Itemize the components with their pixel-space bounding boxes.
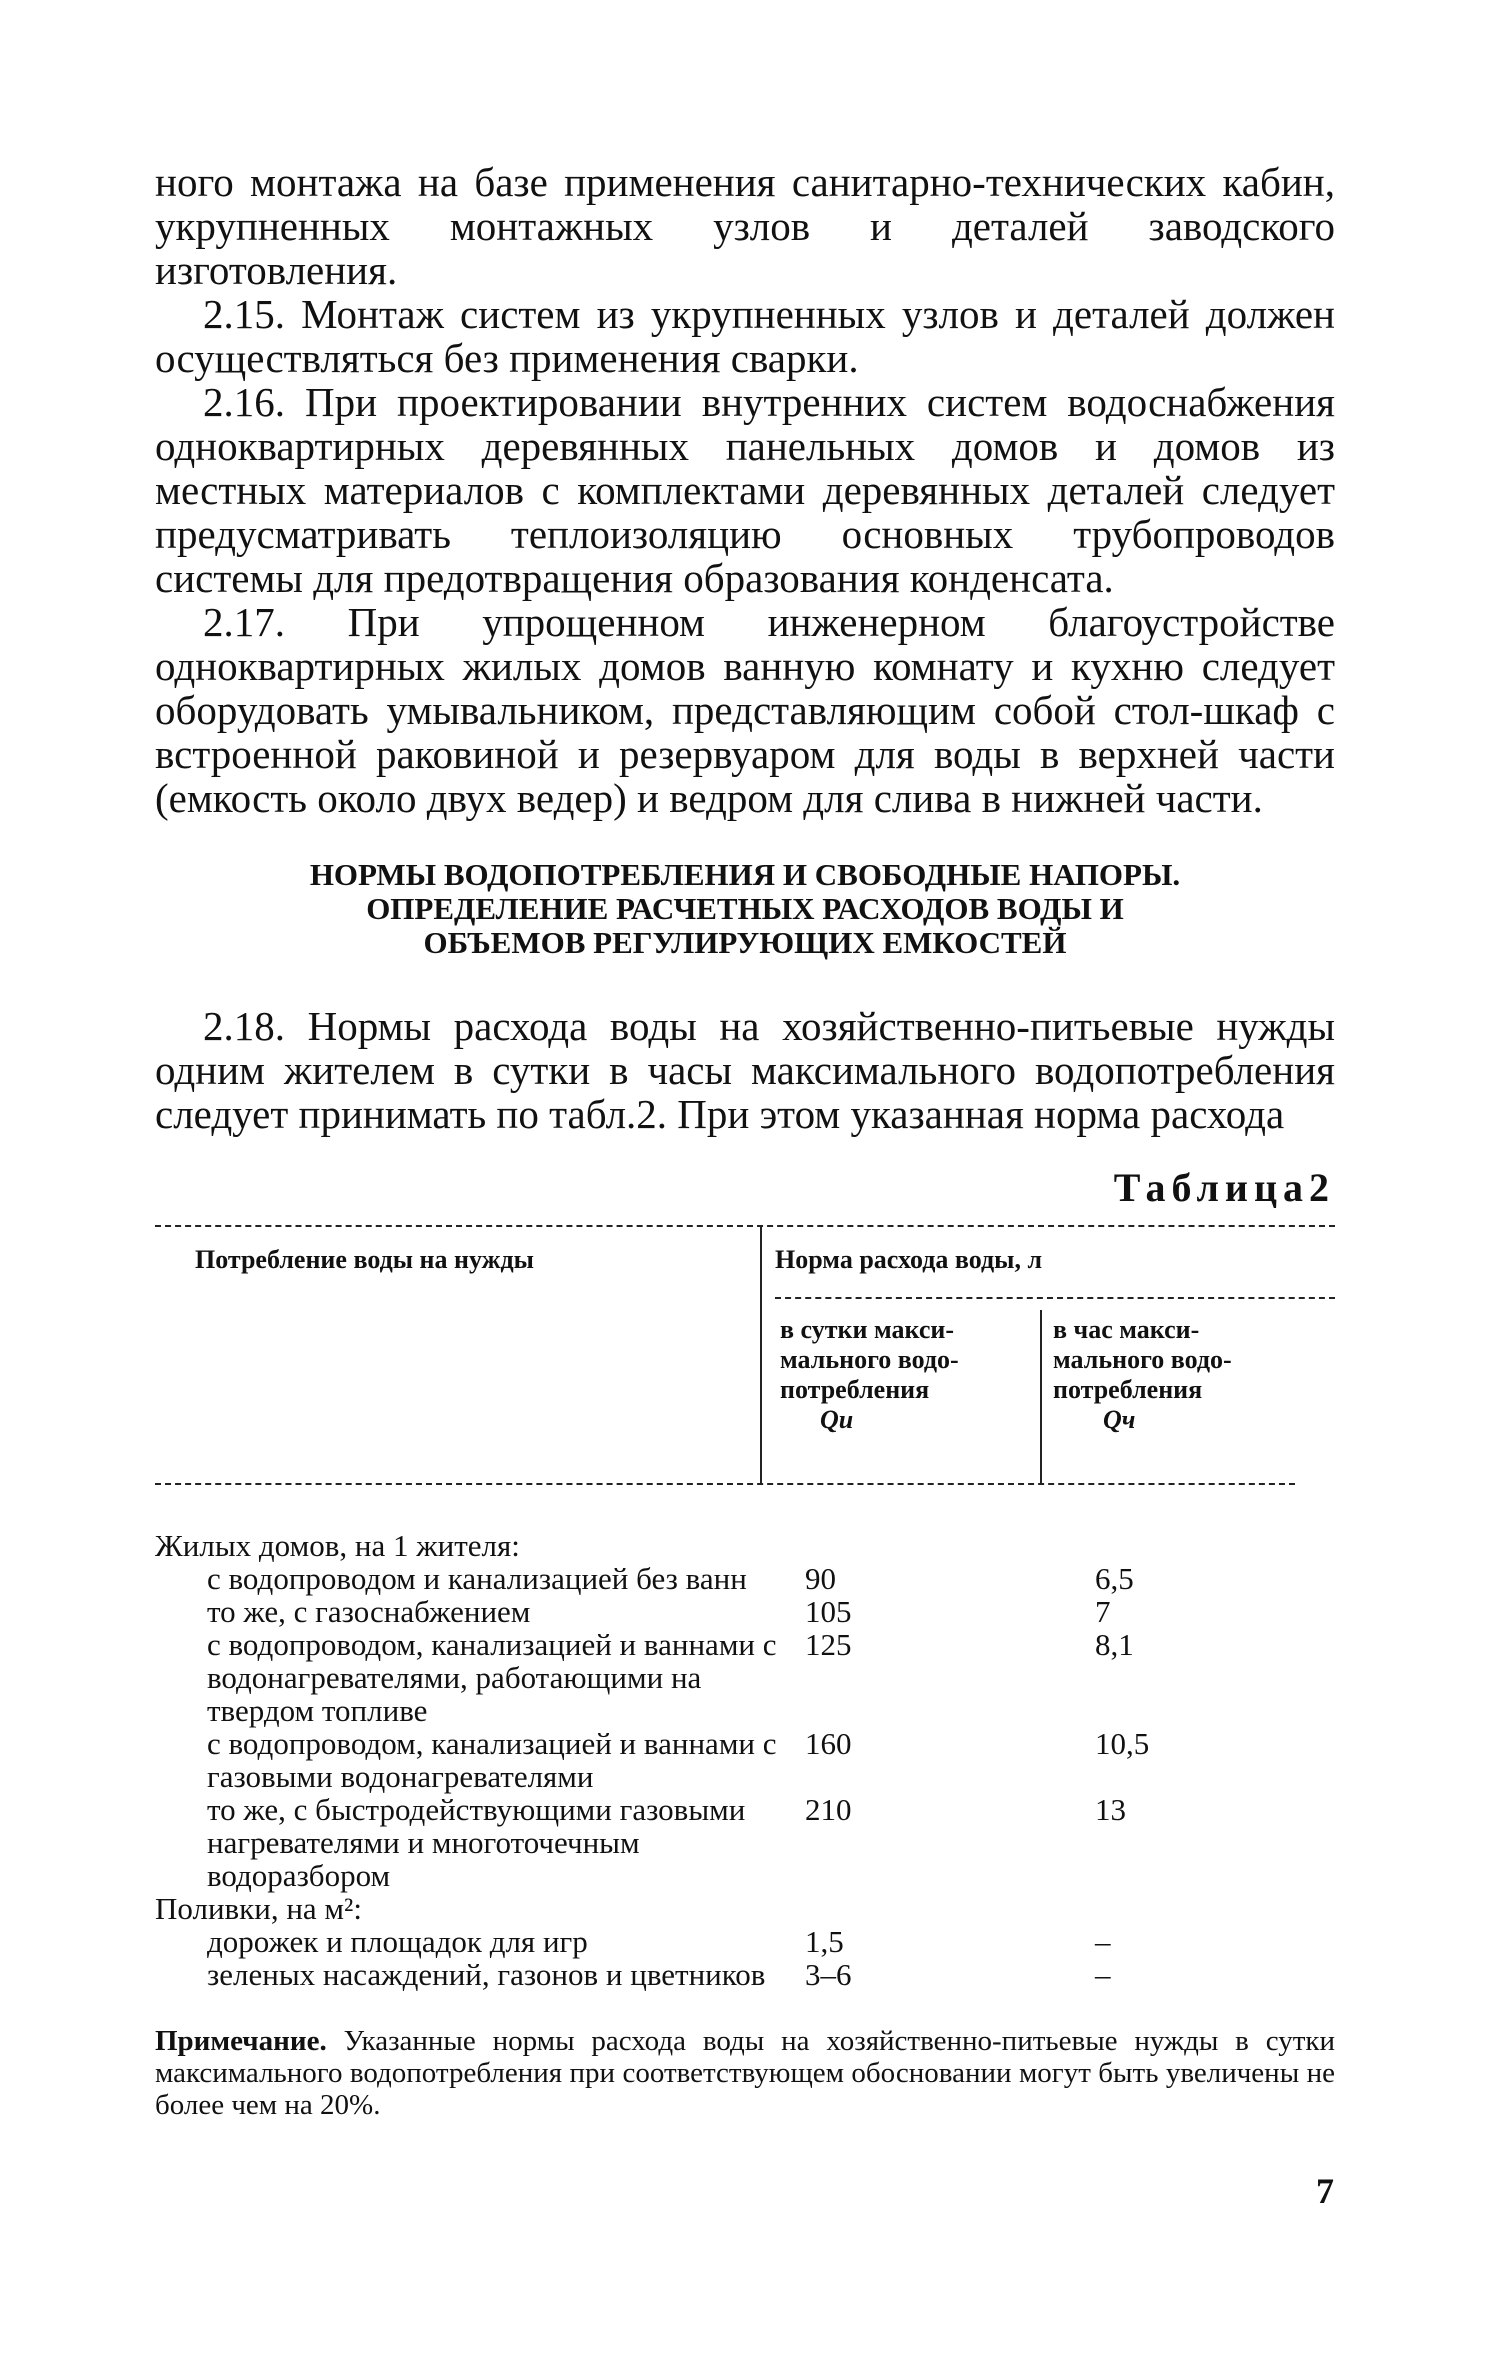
row-hourly-value	[1095, 1892, 1335, 1925]
table-title: Таблица2	[1113, 1165, 1335, 1210]
table-row	[155, 1925, 1335, 1958]
table-row	[155, 1529, 1335, 1562]
row-hourly-value: 8,1	[1095, 1627, 1134, 1662]
row-label: Жилых домов, на 1 жителя:	[155, 1528, 520, 1563]
column-header-hourly	[1053, 1315, 1232, 1435]
row-label: с водопроводом и канализацией без ванн	[207, 1561, 747, 1596]
row-label: Поливки, на м²:	[155, 1891, 362, 1926]
paragraph-continuation: ного монтажа на базе применения санитарно-технических кабин, укрупненных монтажных узлов и деталей заводского изготовления.	[155, 159, 1335, 293]
paragraph-2-16: 2.16. При проектировании внутренних систем водоснабжения одноквартирных деревянных панельных домов и домов из местных материалов с комплектами деревянных деталей следует предусматривать теплоизоляцию основных трубопроводов системы для предотвращения образования конденсата.	[155, 379, 1335, 601]
row-daily-value	[805, 1892, 1095, 1925]
table-body	[155, 1529, 1335, 1991]
row-hourly-value: 7	[1095, 1594, 1111, 1629]
page-number: 7	[1316, 2171, 1334, 2211]
row-label: то же, с быстродействующими газовыми нагревателями и многоточечным водоразбором	[207, 1792, 746, 1893]
paragraph-2-17: 2.17. При упрощенном инженерном благоустройстве одноквартирных жилых домов ванную комнату и кухню следует оборудовать умывальником, представляющим собой стол-шкаф с встроенной раковиной и резервуаром для воды в верхней части (емкость около двух ведер) и ведром для слива в нижней части.	[155, 599, 1335, 821]
heading-line: ОБЪЕМОВ РЕГУЛИРУЮЩИХ ЕМКОСТЕЙ	[423, 925, 1067, 960]
paragraph-2-15: 2.15. Монтаж систем из укрупненных узлов и деталей должен осуществляться без применения сварки.	[155, 291, 1335, 381]
table-column-divider	[760, 1225, 762, 1485]
header-line: мального водо-	[1053, 1345, 1232, 1374]
row-hourly-value	[1095, 1529, 1335, 1562]
note-label: Примечание.	[155, 2025, 327, 2057]
heading-line: НОРМЫ ВОДОПОТРЕБЛЕНИЯ И СВОБОДНЫЕ НАПОРЫ.	[309, 857, 1181, 892]
table-note	[155, 2025, 1335, 2121]
column-header-daily	[780, 1315, 959, 1435]
table-row	[155, 1727, 1335, 1793]
column-header-consumption: Потребление воды на нужды	[195, 1245, 534, 1274]
paragraph-2-18: 2.18. Нормы расхода воды на хозяйственно-питьевые нужды одним жителем в сутки в часы максимального водопотребления следует принимать по табл.2. При этом указанная норма расхода	[155, 1003, 1335, 1137]
row-hourly-value: 6,5	[1095, 1561, 1134, 1596]
row-daily-value	[805, 1529, 1095, 1562]
table-row	[155, 1793, 1335, 1892]
section-heading	[155, 858, 1335, 960]
table-subheader-rule	[775, 1297, 1335, 1299]
row-hourly-value: –	[1095, 1957, 1111, 1992]
row-hourly-value: –	[1095, 1924, 1111, 1959]
heading-line: ОПРЕДЕЛЕНИЕ РАСЧЕТНЫХ РАСХОДОВ ВОДЫ И	[366, 891, 1124, 926]
header-line: мального водо-	[780, 1345, 959, 1374]
document-page	[155, 160, 1335, 2121]
row-label: дорожек и площадок для игр	[207, 1924, 588, 1959]
table-row	[155, 1595, 1335, 1628]
header-line: в сутки макси-	[780, 1315, 955, 1344]
header-symbol: Qч	[1103, 1405, 1136, 1434]
row-daily-value: 90	[805, 1561, 836, 1596]
row-hourly-value: 10,5	[1095, 1726, 1150, 1761]
header-symbol: Qи	[820, 1405, 854, 1434]
row-daily-value: 1,5	[805, 1924, 844, 1959]
row-label: с водопроводом, канализацией и ваннами с водонагревателями, работающими на твердом топливе	[207, 1627, 777, 1728]
table-subcolumn-divider	[1040, 1310, 1042, 1485]
row-label: с водопроводом, канализацией и ваннами с газовыми водонагревателями	[207, 1726, 777, 1794]
column-header-norm-group: Норма расхода воды, л	[775, 1245, 1043, 1274]
table-row	[155, 1562, 1335, 1595]
row-daily-value: 125	[805, 1627, 852, 1662]
header-line: потребления	[1053, 1375, 1203, 1404]
row-label: то же, с газоснабжением	[207, 1594, 531, 1629]
table-header-bottom-rule	[155, 1483, 1295, 1485]
table-top-rule	[155, 1225, 1335, 1227]
table-row	[155, 1628, 1335, 1727]
table-header	[155, 1225, 1335, 1495]
row-daily-value: 160	[805, 1726, 852, 1761]
note-text: Указанные нормы расхода воды на хозяйственно-питьевые нужды в сутки максимального водопотребления при соответствующем обосновании могут быть увеличены не более чем на 20%.	[155, 2025, 1335, 2121]
header-line: потребления	[780, 1375, 930, 1404]
row-daily-value: 210	[805, 1792, 852, 1827]
header-line: в час макси-	[1053, 1315, 1200, 1344]
row-daily-value: 3–6	[805, 1957, 852, 1992]
row-hourly-value: 13	[1095, 1792, 1126, 1827]
table-row	[155, 1892, 1335, 1925]
table-row	[155, 1958, 1335, 1991]
row-label: зеленых насаждений, газонов и цветников	[207, 1957, 766, 1992]
row-daily-value: 105	[805, 1594, 852, 1629]
